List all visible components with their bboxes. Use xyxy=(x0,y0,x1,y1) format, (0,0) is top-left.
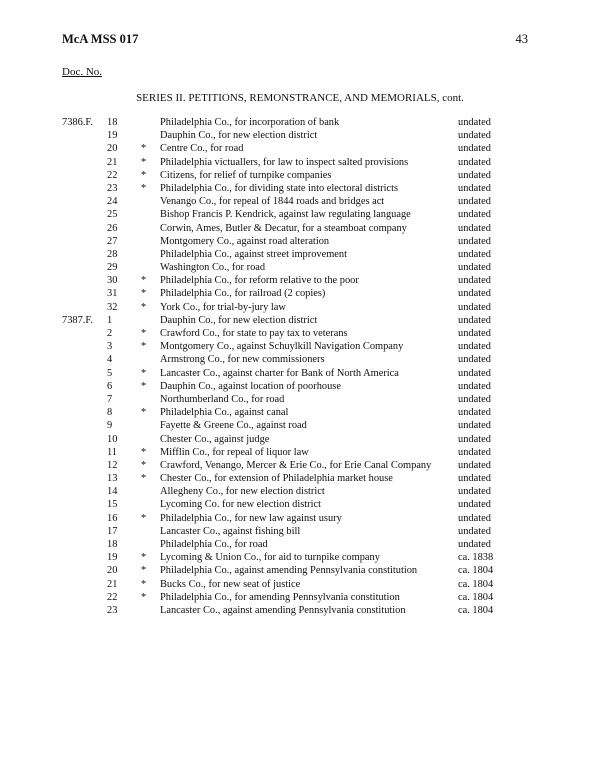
item-description: Mifflin Co., for repeal of liquor law xyxy=(160,446,309,458)
asterisk-marker: * xyxy=(141,380,147,392)
item-description: Lycoming Co. for new election district xyxy=(160,499,322,511)
item-number: 21 xyxy=(107,578,118,590)
item-date: undated xyxy=(458,169,491,181)
asterisk-marker: * xyxy=(141,591,147,603)
list-item xyxy=(0,116,600,129)
item-description: Philadelphia victuallers, for law to inspect salted provisions xyxy=(160,156,409,168)
item-description: Lancaster Co., against fishing bill xyxy=(160,525,301,537)
item-date: undated xyxy=(458,393,491,405)
item-number: 27 xyxy=(107,235,118,247)
box-number: 7386.F. xyxy=(62,117,93,128)
list-item xyxy=(0,525,600,538)
item-description: Chester Co., against judge xyxy=(160,433,270,445)
list-item xyxy=(0,208,600,221)
item-date: undated xyxy=(458,380,491,392)
item-number: 5 xyxy=(107,367,113,379)
list-item xyxy=(0,472,600,485)
item-date: undated xyxy=(458,354,491,366)
item-date: undated xyxy=(458,222,491,234)
list-item xyxy=(0,393,600,406)
item-date: undated xyxy=(458,420,491,432)
item-date: undated xyxy=(458,539,491,550)
item-number: 6 xyxy=(107,380,113,392)
item-number: 25 xyxy=(107,209,118,221)
list-item xyxy=(0,195,600,208)
item-description: Philadelphia Co., against street improvement xyxy=(160,248,347,260)
asterisk-marker: * xyxy=(141,552,147,564)
item-date: undated xyxy=(458,196,491,208)
item-date: ca. 1838 xyxy=(458,552,494,564)
list-item xyxy=(0,446,600,459)
item-date: undated xyxy=(458,512,491,524)
item-date: undated xyxy=(458,248,491,260)
item-number: 3 xyxy=(107,341,113,353)
item-number: 20 xyxy=(107,143,118,155)
asterisk-marker: * xyxy=(141,301,147,313)
item-date: undated xyxy=(458,156,491,168)
list-item xyxy=(0,182,600,195)
item-number: 29 xyxy=(107,262,118,274)
item-description: Lycoming & Union Co., for aid to turnpike company xyxy=(160,552,380,564)
item-description: Montgomery Co., against Schuylkill Navigation Company xyxy=(160,341,404,353)
item-description: Armstrong Co., for new commissioners xyxy=(160,354,325,366)
asterisk-marker: * xyxy=(141,578,147,590)
item-date: undated xyxy=(458,341,491,353)
asterisk-marker: * xyxy=(141,446,147,458)
item-number: 8 xyxy=(107,407,113,419)
item-description: Centre Co., for road xyxy=(160,143,244,155)
item-description: Bucks Co., for new seat of justice xyxy=(160,578,301,590)
list-item xyxy=(0,287,600,300)
item-number: 2 xyxy=(107,328,113,339)
list-item xyxy=(0,169,600,182)
asterisk-marker: * xyxy=(141,288,147,300)
item-date: undated xyxy=(458,328,491,339)
item-number: 17 xyxy=(107,525,118,537)
item-number: 11 xyxy=(107,446,118,458)
asterisk-marker: * xyxy=(141,182,147,194)
asterisk-marker: * xyxy=(141,328,147,339)
item-date: undated xyxy=(458,209,491,221)
item-description: Fayette & Greene Co., against road xyxy=(160,420,307,432)
document-list xyxy=(0,116,600,617)
item-date: undated xyxy=(458,525,491,537)
list-item xyxy=(0,235,600,248)
list-item xyxy=(0,591,600,604)
asterisk-marker: * xyxy=(141,169,147,181)
item-date: undated xyxy=(458,262,491,274)
item-number: 9 xyxy=(107,420,113,432)
item-number: 23 xyxy=(107,604,118,616)
item-number: 26 xyxy=(107,222,118,234)
item-date: ca. 1804 xyxy=(458,604,494,616)
item-number: 18 xyxy=(107,539,118,550)
item-number: 22 xyxy=(107,169,118,181)
list-item xyxy=(0,248,600,261)
doc-no-label: Doc. No. xyxy=(62,66,103,78)
item-description: Dauphin Co., for new election district xyxy=(160,314,318,326)
item-date: ca. 1804 xyxy=(458,578,494,590)
item-date: undated xyxy=(458,235,491,247)
item-date: undated xyxy=(458,143,491,155)
list-item xyxy=(0,314,600,327)
item-number: 20 xyxy=(107,565,118,577)
list-item xyxy=(0,419,600,432)
list-item xyxy=(0,274,600,287)
item-number: 10 xyxy=(107,433,118,445)
item-number: 22 xyxy=(107,591,118,603)
item-date: undated xyxy=(458,314,491,326)
list-item xyxy=(0,406,600,419)
list-item xyxy=(0,485,600,498)
item-description: Lancaster Co., against amending Pennsylvania constitution xyxy=(160,604,406,616)
item-date: undated xyxy=(458,301,491,313)
item-number: 16 xyxy=(107,512,118,524)
box-number: 7387.F. xyxy=(62,314,93,326)
item-date: undated xyxy=(458,499,491,511)
asterisk-marker: * xyxy=(141,143,147,155)
item-number: 32 xyxy=(107,301,118,313)
item-number: 19 xyxy=(107,130,118,142)
list-item xyxy=(0,340,600,353)
asterisk-marker: * xyxy=(141,275,147,287)
item-description: Corwin, Ames, Butler & Decatur, for a steamboat company xyxy=(160,222,407,234)
list-item xyxy=(0,142,600,155)
list-item xyxy=(0,512,600,525)
item-date: undated xyxy=(458,367,491,379)
item-description: Dauphin Co., against location of poorhouse xyxy=(160,380,341,392)
series-title: SERIES II. PETITIONS, REMONSTRANCE, AND MEMORIALS, cont. xyxy=(136,92,464,104)
item-description: Philadelphia Co., for road xyxy=(160,539,268,550)
asterisk-marker: * xyxy=(141,565,147,577)
item-description: Philadelphia Co., against amending Pennsylvania constitution xyxy=(160,565,418,577)
item-number: 19 xyxy=(107,552,118,564)
item-date: undated xyxy=(458,459,491,471)
list-item xyxy=(0,564,600,577)
item-description: Philadelphia Co., against canal xyxy=(160,407,289,419)
item-description: Lancaster Co., against charter for Bank of North America xyxy=(160,367,399,379)
list-item xyxy=(0,538,600,551)
item-description: York Co., for trial-by-jury law xyxy=(160,301,286,313)
item-number: 28 xyxy=(107,248,118,260)
item-number: 30 xyxy=(107,275,118,287)
list-item xyxy=(0,261,600,274)
item-description: Philadelphia Co., for new law against usury xyxy=(160,512,342,524)
list-item xyxy=(0,301,600,314)
list-item xyxy=(0,498,600,511)
page-header-collection: McA MSS 017 xyxy=(62,32,139,46)
item-number: 12 xyxy=(107,459,118,471)
asterisk-marker: * xyxy=(141,407,147,419)
item-number: 13 xyxy=(107,473,118,485)
item-date: undated xyxy=(458,182,491,194)
item-number: 21 xyxy=(107,156,118,168)
item-description: Philadelphia Co., for amending Pennsylvania constitution xyxy=(160,591,400,603)
item-description: Philadelphia Co., for railroad (2 copies) xyxy=(160,288,326,300)
item-description: Philadelphia Co., for dividing state into electoral districts xyxy=(160,182,399,194)
item-description: Dauphin Co., for new election district xyxy=(160,130,318,142)
item-number: 15 xyxy=(107,499,118,511)
item-description: Northumberland Co., for road xyxy=(160,393,285,405)
item-description: Citizens, for relief of turnpike companies xyxy=(160,169,332,181)
item-description: Venango Co., for repeal of 1844 roads and bridges act xyxy=(160,196,385,208)
item-description: Allegheny Co., for new election district xyxy=(160,486,325,498)
page-number: 43 xyxy=(515,32,528,46)
item-date: undated xyxy=(458,407,491,419)
item-description: Crawford Co., for state to pay tax to veterans xyxy=(160,328,348,339)
item-number: 1 xyxy=(107,314,113,326)
list-item xyxy=(0,433,600,446)
list-item xyxy=(0,222,600,235)
list-item xyxy=(0,551,600,564)
item-date: ca. 1804 xyxy=(458,591,494,603)
item-number: 14 xyxy=(107,486,118,498)
item-description: Crawford, Venango, Mercer & Erie Co., for Erie Canal Company xyxy=(160,459,432,471)
asterisk-marker: * xyxy=(141,512,147,524)
item-number: 4 xyxy=(107,354,113,366)
asterisk-marker: * xyxy=(141,459,147,471)
item-description: Chester Co., for extension of Philadelphia market house xyxy=(160,473,393,485)
item-date: undated xyxy=(458,486,491,498)
item-number: 31 xyxy=(107,288,118,300)
item-date: undated xyxy=(458,433,491,445)
asterisk-marker: * xyxy=(141,473,147,485)
list-item xyxy=(0,129,600,142)
list-item xyxy=(0,367,600,380)
list-item xyxy=(0,459,600,472)
asterisk-marker: * xyxy=(141,156,147,168)
item-number: 7 xyxy=(107,393,113,405)
item-description: Philadelphia Co., for reform relative to the poor xyxy=(160,275,359,287)
item-number: 24 xyxy=(107,196,118,208)
item-description: Bishop Francis P. Kendrick, against law regulating language xyxy=(160,209,411,221)
item-date: undated xyxy=(458,288,491,300)
list-item xyxy=(0,353,600,366)
list-item xyxy=(0,604,600,617)
item-date: ca. 1804 xyxy=(458,565,494,577)
list-item xyxy=(0,578,600,591)
item-description: Washington Co., for road xyxy=(160,262,266,274)
asterisk-marker: * xyxy=(141,341,147,353)
list-item xyxy=(0,156,600,169)
item-description: Philadelphia Co., for incorporation of bank xyxy=(160,117,340,128)
item-number: 18 xyxy=(107,117,118,128)
item-date: undated xyxy=(458,275,491,287)
item-date: undated xyxy=(458,117,491,128)
item-date: undated xyxy=(458,130,491,142)
item-date: undated xyxy=(458,446,491,458)
item-number: 23 xyxy=(107,182,118,194)
item-date: undated xyxy=(458,473,491,485)
asterisk-marker: * xyxy=(141,367,147,379)
list-item xyxy=(0,380,600,393)
item-description: Montgomery Co., against road alteration xyxy=(160,235,330,247)
list-item xyxy=(0,327,600,340)
